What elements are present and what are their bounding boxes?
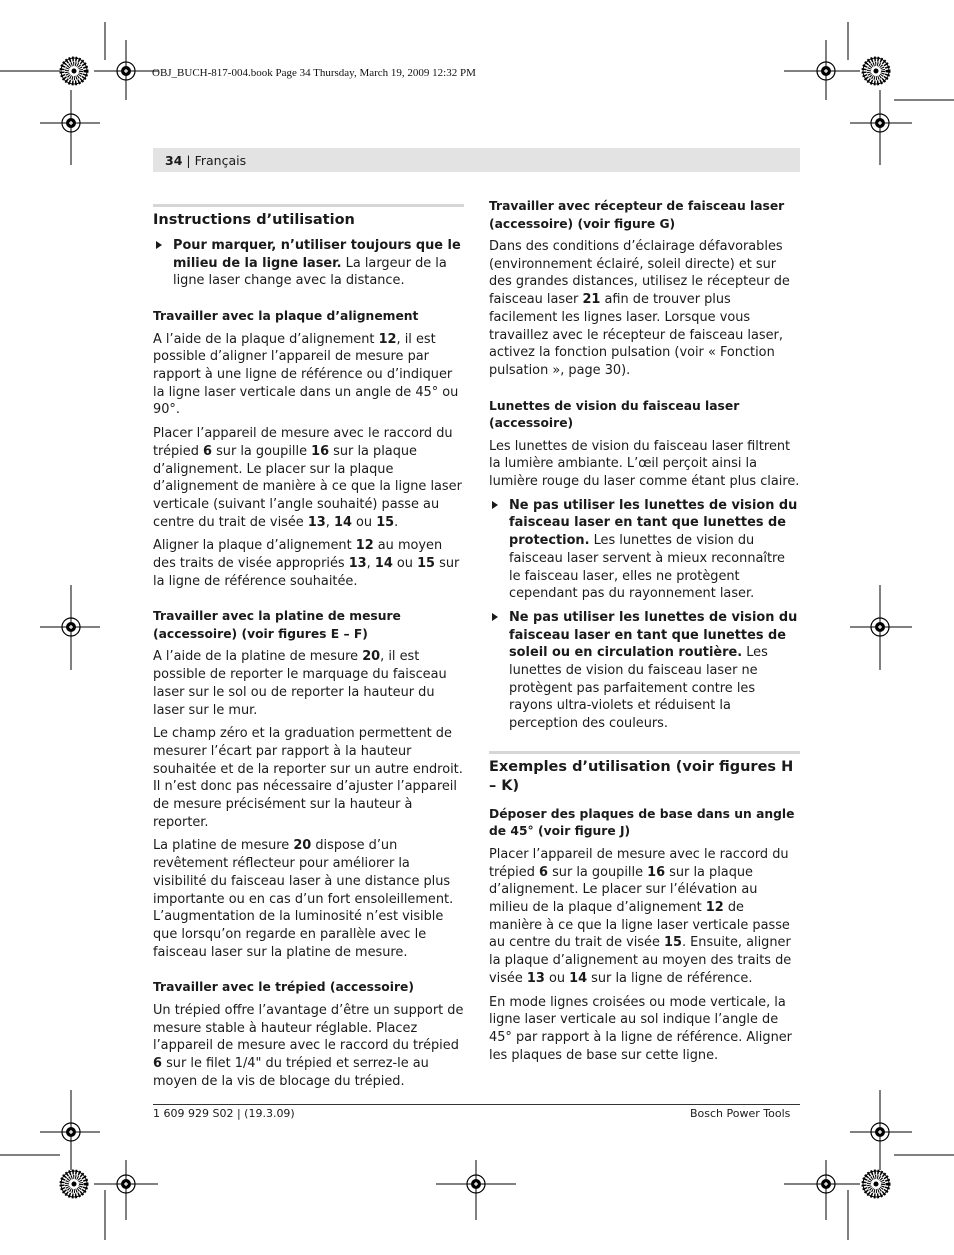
right-column (489, 198, 800, 1070)
bullet-protection (489, 497, 800, 603)
footer-doc-number: 1 609 929 S02 | (19.3.09) (153, 1107, 295, 1120)
footer-rule (153, 1104, 800, 1105)
paragraph-recepteur: Dans des conditions d’éclairage défavorables (environnement éclairé, soleil directe) et sur des grandes distances, utilisez le récepteur de faisceau laser 21 afin de trouver plus facilement les lignes laser. Lorsque vous travaillez avec le récepteur de faisceau laser, activez la fonction pulsation (voir « Fonction pulsation », page 30). (489, 239, 790, 378)
bullet-bold-text: Pour marquer, n’utiliser toujours que le milieu de la ligne laser. (173, 238, 461, 271)
section-heading-instructions: Instructions d’utilisation (153, 204, 464, 230)
paragraph-platine-2: Le champ zéro et la graduation permettent de mesurer l’écart par rapport à la hauteur souhaitée et de la reporter sur un autre endroit. Il n’est donc pas nécessaire d’ajuster l’appareil de mesure précisément sur la hauteur à reporter. (153, 726, 463, 830)
footer-brand: Bosch Power Tools (690, 1107, 791, 1120)
subheading-recepteur: Travailler avec récepteur de faisceau laser (accessoire) (voir figure G) (489, 199, 785, 231)
paragraph-plaque-3: Aligner la plaque d’alignement 12 au moyen des traits de visée appropriés 13, 14 ou 15 sur la ligne de référence souhaitée. (153, 538, 460, 589)
paragraph-platine-3: La platine de mesure 20 dispose d’un revêtement réflecteur pour améliorer la visibilité du faisceau laser à une distance plus importante ou en cas d’un fort ensoleillement. L’augmentation de la luminosité n’est visible que lorsqu’on regarde en parallèle avec le faisceau laser sur la platine de mesure. (153, 838, 454, 960)
paragraph-trepied: Un trépied offre l’avantage d’être un support de mesure stable à hauteur réglable. Placez l’appareil de mesure avec le raccord du trépied 6 sur le filet 1/4" du trépied et serrez-le au moyen de la vis de blocage du trépied. (153, 1002, 464, 1089)
bullet-bold-text: Ne pas utiliser les lunettes de vision du faisceau laser en tant que lunettes de soleil ou en circulation routière. (509, 609, 798, 661)
subheading-deposer: Déposer des plaques de base dans un angle de 45° (voir figure J) (489, 806, 795, 839)
bullet-text: Les lunettes de vision du faisceau laser ne protègent pas parfaitement contre les rayons ultra-violets et réduisent la perception des couleurs. (509, 645, 768, 732)
subheading-platine: Travailler avec la platine de mesure (accessoire) (voir figures E – F) (153, 609, 401, 641)
page-header (153, 148, 800, 172)
paragraph-deposer-1: Placer l’appareil de mesure avec le raccord du trépied 6 sur la goupille 16 sur la plaque d’alignement. Le placer sur l’élévation au milieu de la plaque d’alignement 12 de manière à ce que la ligne laser verticale passe au centre du trait de visée 15. Ensuite, aligner la plaque d’alignement au moyen des traits de visée 13 ou 14 sur la ligne de référence. (489, 846, 792, 986)
header-language: Français (194, 153, 247, 168)
bullet-arrow-icon (492, 613, 498, 621)
paragraph-plaque-1: A l’aide de la plaque d’alignement 12, il est possible d’aligner l’appareil de mesure par rapport à une ligne de référence ou d’indiquer la ligne laser verticale dans un angle de 45° ou 90°. (153, 331, 459, 418)
paragraph-deposer-2: En mode lignes croisées ou mode verticale, la ligne laser verticale au sol indique l’angle de 45° par rapport à la ligne de référence. Aligner les plaques de base sur cette ligne. (489, 994, 792, 1063)
bullet-soleil (489, 609, 800, 733)
paragraph-plaque-2: Placer l’appareil de mesure avec le raccord du trépied 6 sur la goupille 16 sur la plaque d’alignement. Le placer sur la plaque d’alignement de manière à ce que la ligne laser verticale (suivant l’angle souhaité) passe au centre du trait de visée 13, 14 ou 15. (153, 426, 462, 530)
bullet-text: Les lunettes de vision du faisceau laser servent à mieux reconnaître le faisceau laser, elles ne protègent cependant pas du rayonnement laser. (509, 533, 785, 602)
bullet-arrow-icon (156, 241, 162, 249)
printer-slug: OBJ_BUCH-817-004.book Page 34 Thursday, March 19, 2009 12:32 PM (152, 67, 476, 79)
subheading-lunettes: Lunettes de vision du faisceau laser (accessoire) (489, 398, 740, 431)
bullet-marquer (153, 237, 464, 290)
page-number: 34 (165, 153, 183, 168)
section-heading-exemples: Exemples d’utilisation (voir figures H – K) (489, 751, 800, 796)
bullet-text: La largeur de la ligne laser change avec la distance. (173, 255, 447, 289)
bullet-bold-text: Ne pas utiliser les lunettes de vision du faisceau laser en tant que lunettes de protection. (509, 497, 798, 549)
paragraph-platine-1: A l’aide de la platine de mesure 20, il est possible de reporter le marquage du faisceau laser sur le sol ou de reporter la hauteur du laser sur le mur. (153, 649, 447, 718)
header-separator: | (182, 153, 195, 168)
subheading-plaque: Travailler avec la plaque d’alignement (153, 309, 419, 324)
bullet-arrow-icon (492, 501, 498, 509)
paragraph-lunettes: Les lunettes de vision du faisceau laser filtrent la lumière ambiante. L’œil perçoit ainsi la lumière rouge du laser comme étant plus claire. (489, 438, 800, 490)
left-column (153, 204, 464, 1096)
subheading-trepied: Travailler avec le trépied (accessoire) (153, 980, 414, 995)
